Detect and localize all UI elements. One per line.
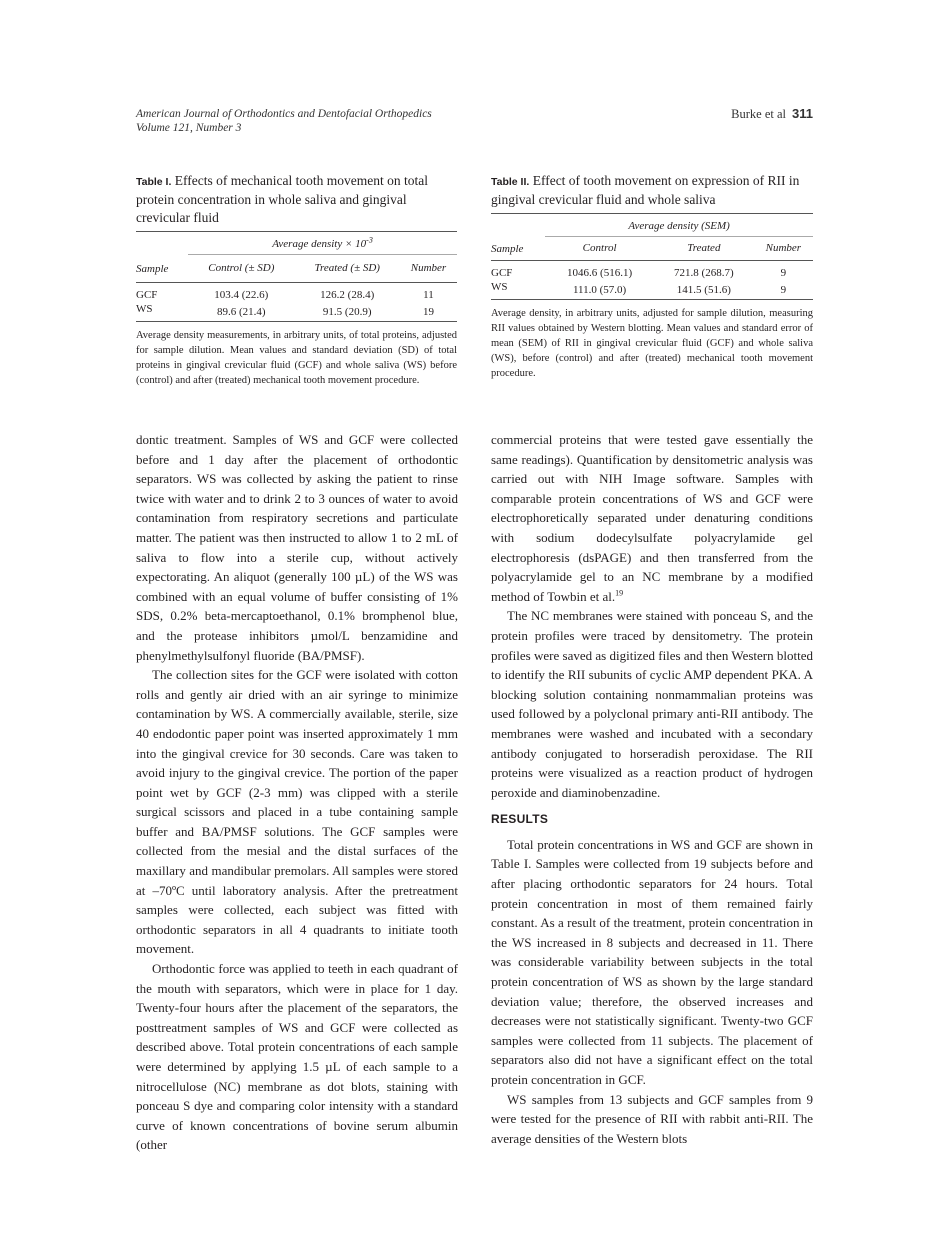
- left-column: [136, 430, 458, 1155]
- table-1-caption: Table I. Effects of mechanical tooth movement on total protein concentration in whole saliva and gingival crevicular fluid: [136, 173, 428, 225]
- paragraph: Orthodontic force was applied to teeth in each quadrant of the mouth with separators, which were in place for 1 day. Twenty-four hours after the placement of the separators, the posttreatment samples of WS and GCF were collected as described above. Total protein concentrations of each sample were determined by applying 1.5 µL of each sample to a nitrocellulose (NC) membrane as dot blots, staining with ponceau S dye and comparing color intensity with a standard curve of known concentrations of bovine serum albumin (other: [136, 961, 458, 1153]
- paragraph: dontic treatment. Samples of WS and GCF were collected before and 1 day after the placement of orthodontic separators. WS was collected by asking the patient to rinse twice with water and to drink 2 to 3 ounces of water to avoid contamination from respiratory secretions and particulate matter. The patient was then instructed to allow 1 to 2 mL of saliva to flow into a sterile cup, without actively expectorating. An aliquot (generally 100 µL) of the WS was combined with an equal volume of buffer consisting of 1% SDS, 0.2% beta-mercaptoethanol, 0.1% bromphenol blue, and the protease inhibitors µmol/L benzamidine and phenylmethylsulfonyl fluoride (BA/PMSF).: [136, 432, 458, 663]
- table-row: WS 89.6 (21.4) 91.5 (20.9) 19: [136, 302, 457, 322]
- page-header-right: [731, 106, 813, 122]
- paragraph: commercial proteins that were tested gave essentially the same readings). Quantification by densitometric analysis was carried out with NIH Image software. Samples with comparable protein concentrations of WS and GCF were electrophoretically separated under denaturing conditions with sodium dodecylsulfate polyacrylamide gel electrophoresis (dsPAGE) and then transferred from the polyacrylamide gel to an NC membrane by a modified method of Towbin et al.$^{19}$: [491, 432, 813, 604]
- authors: Burke et al: [731, 107, 787, 121]
- section-heading: RESULTS: [491, 812, 549, 827]
- table-1-note: Average density measurements, in arbitrary units, of total proteins, adjusted for sample dilution. Mean values and standard deviation (SD) of total proteins in gingival crevicular fluid (GCF) and whole saliva (WS) before (control) and after (treated) mechanical tooth movement procedure.: [136, 330, 457, 386]
- page-number: 311: [792, 106, 813, 121]
- paragraph: The NC membranes were stained with ponceau S, and the protein profiles were traced by densitometry. The protein profiles were saved as digitized files and then Western blotted to identify the RII subunits of cyclic AMP dependent PKA. A blocking solution containing nonmammalian proteins was used followed by a polyclonal primary anti-RII antibody. The membranes were washed and incubated with a secondary antibody conjugated to horseradish peroxidase. The RII proteins were visualized as a reaction product of hydrogen peroxide and diaminobenzadine.: [491, 608, 813, 800]
- table-1: Table I. Effects of mechanical tooth movement on total protein concentration in whole saliva and gingival crevicular fluid Average density × $10^{-3}$ Sample Control (± SD) Treated (± SD) Number GCF 103.4 (22.6) 126.2 (28.4) 11 WS 89.6 (21.4) 91.5 (20.9) 19 Average density measurements, in arbitrary units, of total proteins, adjusted for sample dilution. Mean values and standard deviation (SD) of total proteins in gingival crevicular fluid (GCF) and whole saliva (WS) before (control) and after (treated) mechanical tooth movement procedure.: [136, 173, 457, 386]
- table-row: WS 111.0 (57.0) 141.5 (51.6) 9: [491, 280, 813, 300]
- right-column: [491, 430, 813, 1148]
- table-2-caption: Table II. Effect of tooth movement on expression of RII in gingival crevicular fluid and whole saliva: [491, 173, 800, 207]
- journal-volume: Volume 121, Number 3: [136, 122, 242, 134]
- paragraph: Total protein concentrations in WS and GCF are shown in Table I. Samples were collected from 19 subjects before and after placing orthodontic separators for 24 hours. Total protein concentration in most of them remained fairly constant. As a result of the treatment, protein concentration in the WS increased in 8 subjects and decreased in 11. There was considerable variability between subjects in the total protein concentration of WS as shown by the large standard deviation value; therefore, the observed increases and decreases were not statistically significant. Twenty-two GCF samples were collected from 11 subjects. The placement of separators also did not have a significant effect on the total protein concentration in GCF.: [491, 836, 813, 1087]
- running-header: [136, 107, 432, 135]
- table-row: GCF 103.4 (22.6) 126.2 (28.4) 11: [136, 289, 434, 301]
- paragraph: The collection sites for the GCF were isolated with cotton rolls and gently air dried with an air syringe to minimize contamination by WS. A commercially available, sterile, size 40 endodontic paper point was inserted approximately 1 mm into the gingival crevice for 30 seconds. Care was taken to avoid injury to the gingival crevice. The portion of the paper point wet by GCF (2-3 mm) was clipped with a sterile surgical scissors and placed in a tube containing sample buffer and BA/PMSF solutions. The GCF samples were collected from the mesial and the distal surfaces of the maxillary and mandibular premolars. All samples were stored at –70ºC until laboratory analysis. After the pretreatment samples were collected, each subject was fitted with orthodontic separators in all 4 quadrants to initiate tooth movement.: [136, 667, 458, 957]
- table-2: Table II. Effect of tooth movement on expression of RII in gingival crevicular fluid and whole saliva Average density (SEM) Sample Control Treated Number GCF 1046.6 (516.1) 721.8 (268.7) 9 WS 111.0 (57.0) 141.5 (51.6) 9 Average density, in arbitrary units, adjusted for sample dilution, measuring RII values obtained by Western blotting. Mean values and standard error of mean (SEM) of RII in gingival crevicular fluid (GCF) and whole saliva (WS), before (control) and after (treated) mechanical tooth movement procedure.: [491, 173, 813, 379]
- journal-name: American Journal of Orthodontics and Dentofacial Orthopedics: [136, 108, 432, 120]
- table-2-note: Average density, in arbitrary units, adjusted for sample dilution, measuring RII values obtained by Western blotting. Mean values and standard error of mean (SEM) of RII in gingival crevicular fluid (GCF) and whole saliva (WS), before (control) and after (treated) mechanical tooth movement procedure.: [491, 308, 813, 379]
- table-row: GCF 1046.6 (516.1) 721.8 (268.7) 9: [491, 267, 787, 279]
- paragraph: WS samples from 13 subjects and GCF samples from 9 were tested for the presence of RII with rabbit anti-RII. The average densities of the Western blots: [491, 1091, 813, 1146]
- citation: 19: [615, 588, 624, 598]
